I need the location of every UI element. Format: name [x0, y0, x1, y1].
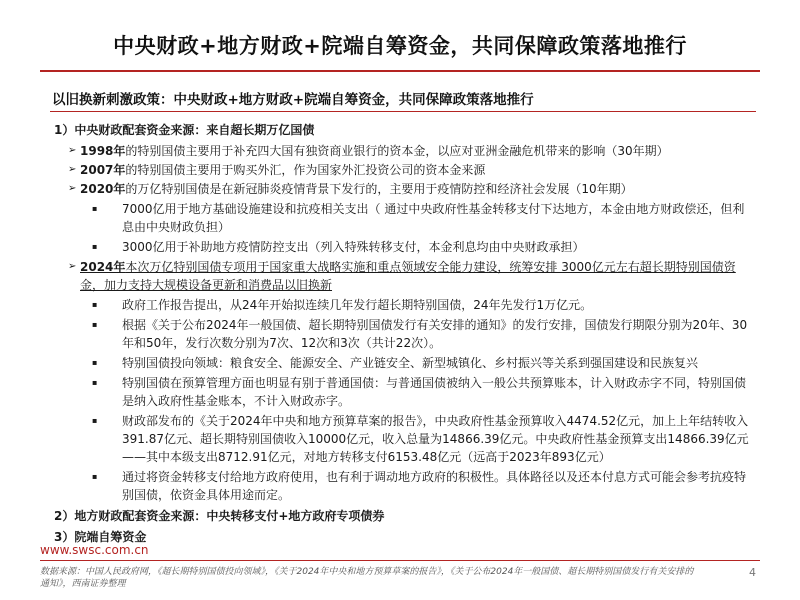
section-subtitle: 以旧换新刺激政策：中央财政+地方财政+院端自筹资金，共同保障政策落地推行	[52, 92, 534, 108]
sub-bullet-item	[54, 200, 754, 236]
item-text: 本次万亿特别国债专项用于国家重大战略实施和重点领域安全能力建设，统筹安排 3000亿元左右超长期特别国债资金，加力支持大规模设备更新和消费品以旧换新	[80, 260, 736, 292]
bullet-item-2020	[54, 180, 754, 198]
page-number: 4	[749, 566, 756, 579]
arrow-bullet-icon: ➢	[68, 183, 77, 194]
sub-bullet-item	[54, 316, 754, 352]
item-text: 的特别国债主要用于补充四大国有独资商业银行的资本金，以应对亚洲金融危机带来的影响（30年期）	[125, 144, 669, 158]
sub-item-text: 财政部发布的《关于2024年中央和地方预算草案的报告》，中央政府性基金预算收入4474.52亿元，加上上年结转收入391.87亿元、超长期特别国债收入10000亿元，收入总量为14866.39亿元。中央政府性基金预算支出14866.39亿元——其中本级支出8712.91亿元，对地方转移支付6153.48亿元（远高于2023年893亿元）	[122, 414, 749, 464]
section-heading-1: 1）中央财政配套资金来源：来自超长期万亿国债	[54, 123, 315, 137]
bullet-item-2024	[54, 258, 754, 294]
footer-divider	[40, 560, 760, 561]
square-bullet-icon: ▪	[92, 472, 98, 481]
sub-item-text: 特别国债在预算管理方面也明显有别于普通国债：与普通国债被纳入一般公共预算账本，计入财政赤字不同，特别国债是纳入政府性基金账本，不计入财政赤字。	[122, 376, 747, 408]
item-year: 2020年	[80, 182, 126, 196]
sub-item-text: 政府工作报告提出，从24年开始拟连续几年发行超长期特别国债，24年先发行1万亿元。	[122, 298, 593, 312]
item-year: 1998年	[80, 144, 126, 158]
section-heading-2: 2）地方财政配套资金来源：中央转移支付+地方政府专项债券	[54, 509, 385, 523]
sub-bullet-item	[54, 296, 754, 314]
square-bullet-icon: ▪	[92, 416, 98, 425]
sub-bullet-item	[54, 412, 754, 466]
sub-bullet-item	[54, 374, 754, 410]
square-bullet-icon: ▪	[92, 300, 98, 309]
content-body	[54, 120, 754, 548]
item-text: 的万亿特别国债是在新冠肺炎疫情背景下发行的，主要用于疫情防控和经济社会发展（10年期）	[125, 182, 633, 196]
square-bullet-icon: ▪	[92, 378, 98, 387]
item-year: 2007年	[80, 163, 126, 177]
sub-bullet-item	[54, 354, 754, 372]
sub-item-text: 特别国债投向领域：粮食安全、能源安全、产业链安全、新型城镇化、乡村振兴等关系到强国建设和民族复兴	[122, 356, 699, 370]
bullet-item-1998	[54, 142, 754, 160]
item-text: 的特别国债主要用于购买外汇，作为国家外汇投资公司的资本金来源	[125, 163, 486, 177]
subtitle-divider	[50, 111, 756, 112]
sub-item-text: 根据《关于公布2024年一般国债、超长期特别国债发行有关安排的通知》的发行安排，国债发行期限分别为20年、30年和50年，发行次数分别为7次、12次和3次（共计22次）。	[122, 318, 748, 350]
title-divider	[40, 70, 760, 72]
sub-item-text: 通过将资金转移支付给地方政府使用，也有利于调动地方政府的积极性。具体路径以及还本付息方式可能会参考抗疫特别国债，依资金具体用途而定。	[122, 470, 747, 502]
arrow-bullet-icon: ➢	[68, 261, 77, 272]
footer-url[interactable]: www.swsc.com.cn	[40, 543, 149, 557]
square-bullet-icon: ▪	[92, 358, 98, 367]
arrow-bullet-icon: ➢	[68, 164, 77, 175]
sub-bullet-item	[54, 238, 754, 256]
item-year: 2024年	[80, 260, 126, 274]
sub-item-text: 7000亿用于地方基础设施建设和抗疫相关支出（ 通过中央政府性基金转移支付下达地方，本金由地方财政偿还，但利息由中央财政负担）	[122, 202, 745, 234]
arrow-bullet-icon: ➢	[68, 145, 77, 156]
square-bullet-icon: ▪	[92, 242, 98, 251]
bullet-item-2007	[54, 161, 754, 179]
sub-item-text: 3000亿用于补助地方疫情防控支出（列入特殊转移支付，本金利息均由中央财政承担）	[122, 240, 585, 254]
page-title: 中央财政+地方财政+院端自筹资金，共同保障政策落地推行	[113, 34, 687, 58]
sub-bullet-item	[54, 468, 754, 504]
square-bullet-icon: ▪	[92, 204, 98, 213]
square-bullet-icon: ▪	[92, 320, 98, 329]
footer-source-note: 数据来源：中国人民政府网，《超长期特别国债投向领域》，《关于2024年中央和地方预算草案的报告》，《关于公布2024年一般国债、超长期特别国债发行有关安排的通知》，西南证券整理	[40, 567, 694, 589]
section-heading-3: 3）院端自筹资金	[54, 530, 147, 544]
